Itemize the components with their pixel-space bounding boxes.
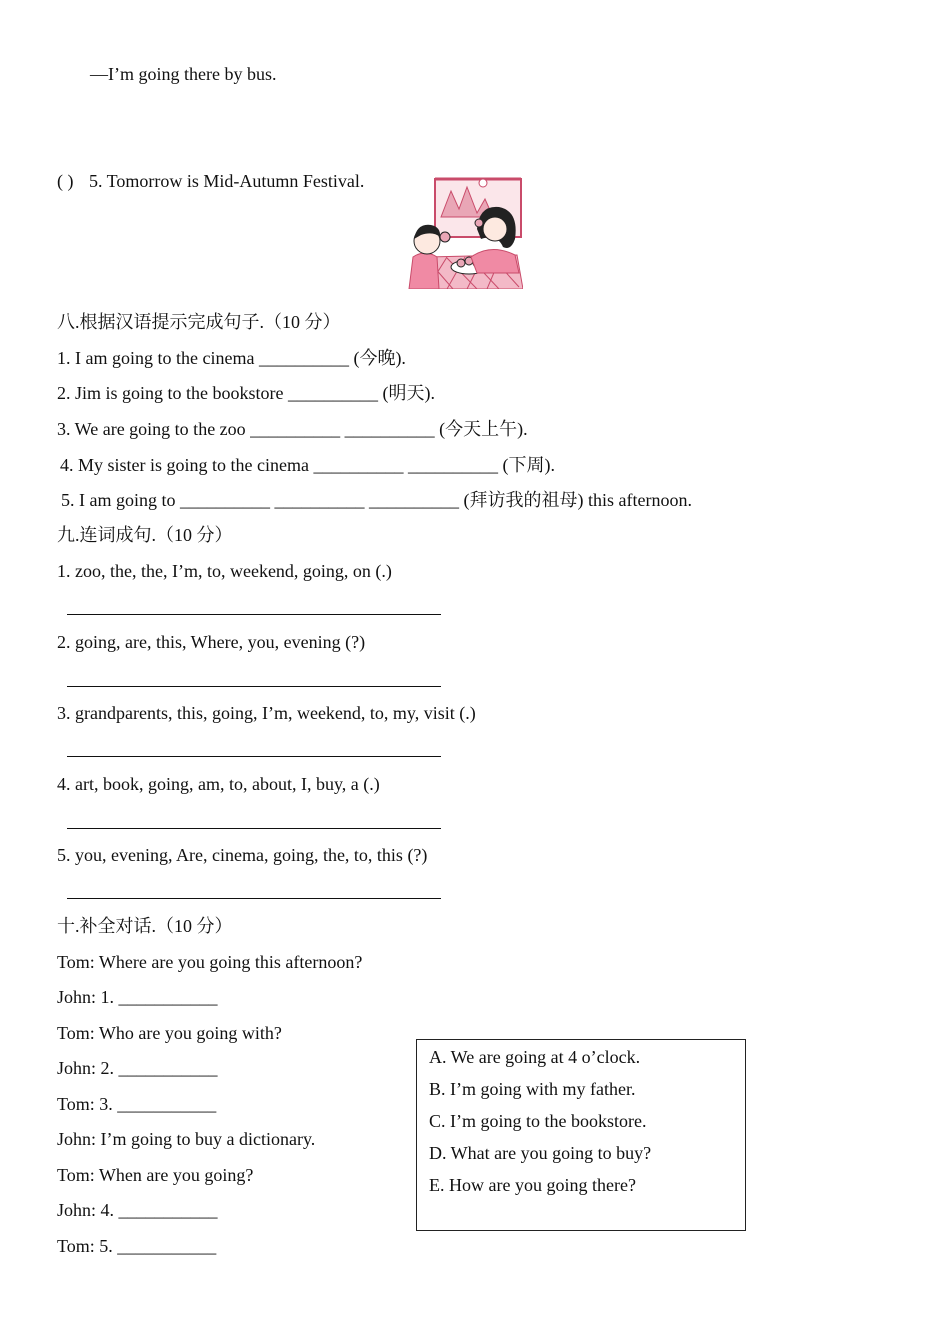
answer-blank-line	[67, 898, 441, 899]
section-8-item-3: 3. We are going to the zoo __________ __________ (今天上午).	[57, 419, 528, 439]
dialogue-line-3: Tom: Who are you going with?	[57, 1023, 282, 1043]
option-c: C. I’m going to the bookstore.	[429, 1111, 647, 1131]
options-box	[416, 1039, 746, 1231]
option-b: B. I’m going with my father.	[429, 1079, 636, 1099]
section-9-item-3: 3. grandparents, this, going, I’m, weekend, to, my, visit (.)	[57, 703, 476, 723]
section-8-item-2: 2. Jim is going to the bookstore __________ (明天).	[57, 383, 435, 403]
option-e: E. How are you going there?	[429, 1175, 636, 1195]
answer-blank-line	[67, 614, 441, 615]
dialogue-line-8: John: 4. ___________	[57, 1200, 218, 1220]
dialogue-line-1: Tom: Where are you going this afternoon?	[57, 952, 363, 972]
mid-autumn-illustration	[407, 177, 523, 289]
dialogue-line-6: John: I’m going to buy a dictionary.	[57, 1129, 316, 1149]
section-9-item-1: 1. zoo, the, the, I’m, to, weekend, going, on (.)	[57, 561, 392, 581]
option-a: A. We are going at 4 o’clock.	[429, 1047, 641, 1067]
dialogue-line-2: John: 1. ___________	[57, 987, 218, 1007]
dialogue-line-7: Tom: When are you going?	[57, 1165, 254, 1185]
section-9-title: 九.连词成句.（10 分）	[57, 525, 233, 545]
option-d: D. What are you going to buy?	[429, 1143, 652, 1163]
dialogue-line-4: John: 2. ___________	[57, 1058, 218, 1078]
section-10-title: 十.补全对话.（10 分）	[57, 916, 233, 936]
dialogue-line-9: Tom: 5. ___________	[57, 1236, 217, 1256]
answer-line: —I’m going there by bus.	[90, 64, 277, 84]
section-9-item-4: 4. art, book, going, am, to, about, I, buy, a (.)	[57, 774, 380, 794]
dialogue-line-5: Tom: 3. ___________	[57, 1094, 217, 1114]
answer-blank-line	[67, 686, 441, 687]
section-9-item-2: 2. going, are, this, Where, you, evening (?)	[57, 632, 366, 652]
section-8-item-1: 1. I am going to the cinema __________ (今晚).	[57, 348, 406, 368]
answer-blank-line	[67, 828, 441, 829]
section-8-title: 八.根据汉语提示完成句子.（10 分）	[57, 312, 341, 332]
answer-blank-line	[67, 756, 441, 757]
section-8-item-4: 4. My sister is going to the cinema __________ __________ (下周).	[60, 455, 555, 475]
question-5-text: 5. Tomorrow is Mid-Autumn Festival.	[89, 171, 365, 191]
section-8-item-5: 5. I am going to __________ __________ __________ (拜访我的祖母) this afternoon.	[61, 490, 692, 510]
answer-paren: ( )	[57, 171, 74, 191]
section-9-item-5: 5. you, evening, Are, cinema, going, the, to, this (?)	[57, 845, 428, 865]
